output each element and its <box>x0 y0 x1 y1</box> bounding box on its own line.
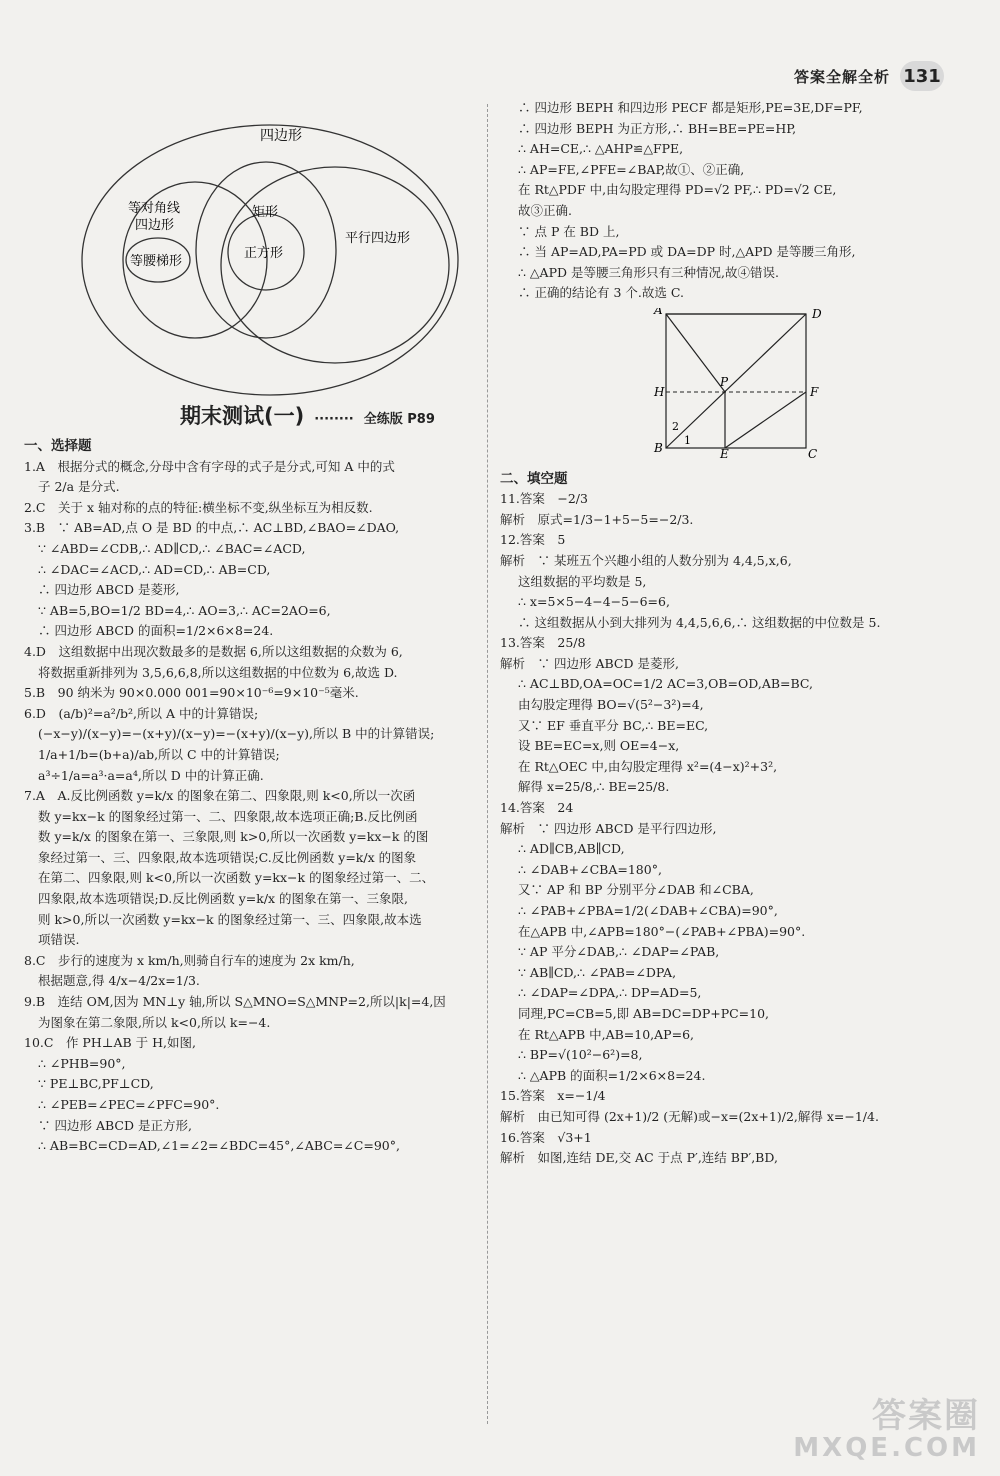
text-line: 16.答案 √3+1 <box>500 1129 592 1145</box>
text-line: 又∵ EF 垂直平分 BC,∴ BE=EC, <box>518 717 709 733</box>
text-line: ∴ 四边形 BEPH 和四边形 PECF 都是矩形,PE=3E,DF=PF, <box>518 100 863 115</box>
text-line: ∵ 四边形 ABCD 是正方形, <box>38 1117 192 1133</box>
text-line: ∴ ∠DAC=∠ACD,∴ AD=CD,∴ AB=CD, <box>38 561 271 577</box>
text-line: 3.B ∵ AB=AD,点 O 是 BD 的中点,∴ AC⊥BD,∠BAO=∠DAO, <box>24 520 400 536</box>
text-line: 解析 由已知可得 (2x+1)/2 (无解)或−x=(2x+1)/2,解得 x=−1/4. <box>500 1108 879 1124</box>
text-line: ∴ x=5×5−4−4−5−6=6, <box>518 594 670 610</box>
watermark-line2: MXQE.COM <box>793 1432 980 1463</box>
text-line: ∴ AB=BC=CD=AD,∠1=∠2=∠BDC=45°,∠ABC=∠C=90°, <box>38 1138 400 1154</box>
label-quadrilateral: 四边形 <box>260 128 302 144</box>
section-title <box>180 400 435 430</box>
right-column <box>500 98 970 1169</box>
text-line: 解析 原式=1/3−1+5−5=−2/3. <box>500 511 694 527</box>
section-title-ref: 全练版 P89 <box>363 412 435 427</box>
text-line: ∴ 四边形 BEPH 为正方形,∴ BH=BE=PE=HP, <box>518 120 797 136</box>
label-H: H <box>654 384 665 399</box>
text-line: 12.答案 5 <box>500 532 566 548</box>
text-line: 四象限,故本选项错误;D.反比例函数 y=k/x 的图象在第一、三象限, <box>38 891 409 907</box>
text-line: ∴ AD∥CB,AB∥CD, <box>518 841 625 857</box>
text-line: 15.答案 x=−1/4 <box>500 1088 606 1104</box>
text-line: 7.A A.反比例函数 y=k/x 的图象在第二、四象限,则 k<0,所以一次函 <box>24 788 416 804</box>
watermark-line1: 答案圈 <box>872 1396 980 1437</box>
text-line: 解得 x=25/8,∴ BE=25/8. <box>518 779 670 795</box>
text-line: 6.D (a/b)²=a²/b²,所以 A 中的计算错误; <box>24 705 259 721</box>
text-line: 5.B 90 纳米为 90×0.000 001=90×10⁻⁶=9×10⁻⁵毫米. <box>24 685 359 701</box>
text-line: 数 y=k/x 的图象在第一、三象限,则 k>0,所以一次函数 y=kx−k 的图 <box>38 829 429 845</box>
text-line: 在 Rt△OEC 中,由勾股定理得 x²=(4−x)²+3², <box>518 758 778 774</box>
text-line: ∴ 正确的结论有 3 个.故选 C. <box>518 285 684 301</box>
text-line: 1/a+1/b=(b+a)/ab,所以 C 中的计算错误; <box>38 746 280 762</box>
text-line: 解析 ∵ 四边形 ABCD 是菱形, <box>500 655 679 671</box>
page-header <box>794 58 944 94</box>
label-isosceles-trapezoid: 等腰梯形 <box>130 254 183 269</box>
text-line: 10.C 作 PH⊥AB 于 H,如图, <box>24 1035 196 1051</box>
text-line: 同理,PC=CB=5,即 AB=DC=DP+PC=10, <box>518 1005 770 1021</box>
text-line: 数 y=kx−k 的图象经过第一、二、四象限,故本选项正确;B.反比例函 <box>38 808 418 824</box>
diagonal-BD <box>666 314 806 448</box>
header-title: 答案全解全析 <box>793 67 890 86</box>
text-line: 在 Rt△PDF 中,由勾股定理得 PD=√2 PF,∴ PD=√2 CE, <box>518 182 837 198</box>
text-line: 9.B 连结 OM,因为 MN⊥y 轴,所以 S△MNO=S△MNP=2,所以|k|=4,因 <box>24 994 446 1010</box>
text-line: ∵ ∠ABD=∠CDB,∴ AD∥CD,∴ ∠BAC=∠ACD, <box>38 540 306 556</box>
text-line: 这组数据的平均数是 5, <box>518 573 647 589</box>
watermark <box>793 1396 980 1463</box>
text-line: ∵ 点 P 在 BD 上, <box>518 223 620 239</box>
text-line: ∴ 这组数据从小到大排列为 4,4,5,6,6,∴ 这组数据的中位数是 5. <box>518 614 881 630</box>
text-line: 子 2/a 是分式. <box>38 479 120 495</box>
text-line: ∴ △APB 的面积=1/2×6×8=24. <box>518 1067 706 1083</box>
text-line: 4.D 这组数据中出现次数最多的是数据 6,所以这组数据的众数为 6, <box>24 643 403 659</box>
section-title-text: 期末测试(一) <box>180 404 305 428</box>
text-line: ∵ PE⊥BC,PF⊥CD, <box>38 1076 154 1092</box>
label-D: D <box>812 307 822 321</box>
text-line: 在 Rt△APB 中,AB=10,AP=6, <box>518 1026 694 1042</box>
text-line: 又∵ AP 和 BP 分别平分∠DAB 和∠CBA, <box>518 882 754 898</box>
label-parallelogram: 平行四边形 <box>345 231 411 246</box>
text-line: 2.C 关于 x 轴对称的点的特征:横坐标不变,纵坐标互为相反数. <box>24 499 373 515</box>
label-B: B <box>654 440 663 455</box>
text-line: 由勾股定理得 BO=√(5²−3²)=4, <box>518 697 704 713</box>
right-column-bottom <box>500 469 970 1169</box>
text-line: ∴ ∠DAB+∠CBA=180°, <box>518 861 662 877</box>
label-rectangle: 矩形 <box>252 205 279 220</box>
text-line: 根据题意,得 4/x−4/2x=1/3. <box>38 973 200 989</box>
text-line: ∴ ∠DAP=∠DPA,∴ DP=AD=5, <box>518 985 702 1001</box>
text-line: ∴ ∠PHB=90°, <box>38 1055 126 1071</box>
column-divider <box>487 104 488 1424</box>
text-line: ∴ AH=CE,∴ △AHP≌△FPE, <box>518 141 684 157</box>
segment-EF <box>725 392 806 448</box>
text-line: ∴ BP=√(10²−6²)=8, <box>518 1047 643 1063</box>
text-line: ∵ AB∥CD,∴ ∠PAB=∠DPA, <box>518 964 677 980</box>
section-title-dots: ········ <box>314 412 354 427</box>
text-line: ∴ AP=FE,∠PFE=∠BAP,故①、②正确, <box>518 161 745 177</box>
label-F: F <box>810 384 819 399</box>
text-line: 二、填空题 <box>500 470 568 487</box>
label-E: E <box>720 446 729 458</box>
text-line: a³÷1/a=a³·a=a⁴,所以 D 中的计算正确. <box>38 767 264 783</box>
label-P: P <box>720 374 729 389</box>
text-line: 将数据重新排列为 3,5,6,6,8,所以这组数据的中位数为 6,故选 D. <box>38 664 398 680</box>
text-line: 为图象在第二象限,所以 k<0,所以 k=−4. <box>38 1014 271 1030</box>
text-line: ∴ ∠PAB+∠PBA=1/2(∠DAB+∠CBA)=90°, <box>518 903 778 918</box>
text-line: (−x−y)/(x−y)=−(x+y)/(x−y)=−(x+y)/(x−y),所以 B 中的计算错误; <box>38 726 435 742</box>
text-line: ∴ 四边形 ABCD 的面积=1/2×6×8=24. <box>38 623 274 639</box>
text-line: 在△APB 中,∠APB=180°−(∠PAB+∠PBA)=90°. <box>518 923 806 939</box>
text-line: ∵ AB=5,BO=1/2 BD=4,∴ AO=3,∴ AC=2AO=6, <box>38 602 331 618</box>
text-line: 解析 ∵ 某班五个兴趣小组的人数分别为 4,4,5,x,6, <box>500 552 792 568</box>
text-line: ∴ ∠PEB=∠PEC=∠PFC=90°. <box>38 1097 220 1112</box>
text-line: 解析 如图,连结 DE,交 AC 于点 P′,连结 BP′,BD, <box>500 1150 778 1166</box>
text-line: ∴ 当 AP=AD,PA=PD 或 DA=DP 时,△APD 是等腰三角形, <box>518 244 856 260</box>
label-equal-diagonal-1: 等对角线 <box>128 201 181 216</box>
label-square: 正方形 <box>244 246 284 261</box>
text-line: 13.答案 25/8 <box>500 635 586 651</box>
label-angle-2: 2 <box>672 419 679 433</box>
text-line: 则 k>0,所以一次函数 y=kx−k 的图象经过第一、三、四象限,故本选 <box>38 911 422 927</box>
left-column <box>24 436 479 1157</box>
label-equal-diagonal-2: 四边形 <box>135 218 175 233</box>
text-line: 故③正确. <box>518 202 572 218</box>
label-A: A <box>654 307 663 317</box>
text-line: 11.答案 −2/3 <box>500 491 588 507</box>
text-line: 解析 ∵ 四边形 ABCD 是平行四边形, <box>500 820 717 836</box>
quadrilateral-euler-diagram <box>70 100 470 400</box>
text-line: ∴ △APD 是等腰三角形只有三种情况,故④错误. <box>518 264 779 280</box>
text-line: ∴ 四边形 ABCD 是菱形, <box>38 582 180 598</box>
text-line: 设 BE=EC=x,则 OE=4−x, <box>518 738 680 754</box>
text-line: 象经过第一、三、四象限,故本选项错误;C.反比例函数 y=k/x 的图象 <box>38 849 417 865</box>
label-angle-1: 1 <box>684 433 691 447</box>
text-line: 一、选择题 <box>24 438 92 454</box>
text-line: 项错误. <box>38 932 80 948</box>
segment-AP <box>666 314 725 392</box>
right-column-top <box>500 98 970 304</box>
text-line: 在第二、四象限,则 k<0,所以一次函数 y=kx−k 的图象经过第一、二、 <box>38 870 435 886</box>
text-line: 14.答案 24 <box>500 800 574 816</box>
page-number: 131 <box>900 61 944 91</box>
text-line: 8.C 步行的速度为 x km/h,则骑自行车的速度为 2x km/h, <box>24 952 355 968</box>
text-line: 1.A 根据分式的概念,分母中含有字母的式子是分式,可知 A 中的式 <box>24 458 395 474</box>
label-C: C <box>808 446 818 458</box>
text-line: ∴ AC⊥BD,OA=OC=1/2 AC=3,OB=OD,AB=BC, <box>518 676 814 692</box>
square-figure <box>640 308 830 458</box>
text-line: ∵ AP 平分∠DAB,∴ ∠DAP=∠PAB, <box>518 944 720 960</box>
